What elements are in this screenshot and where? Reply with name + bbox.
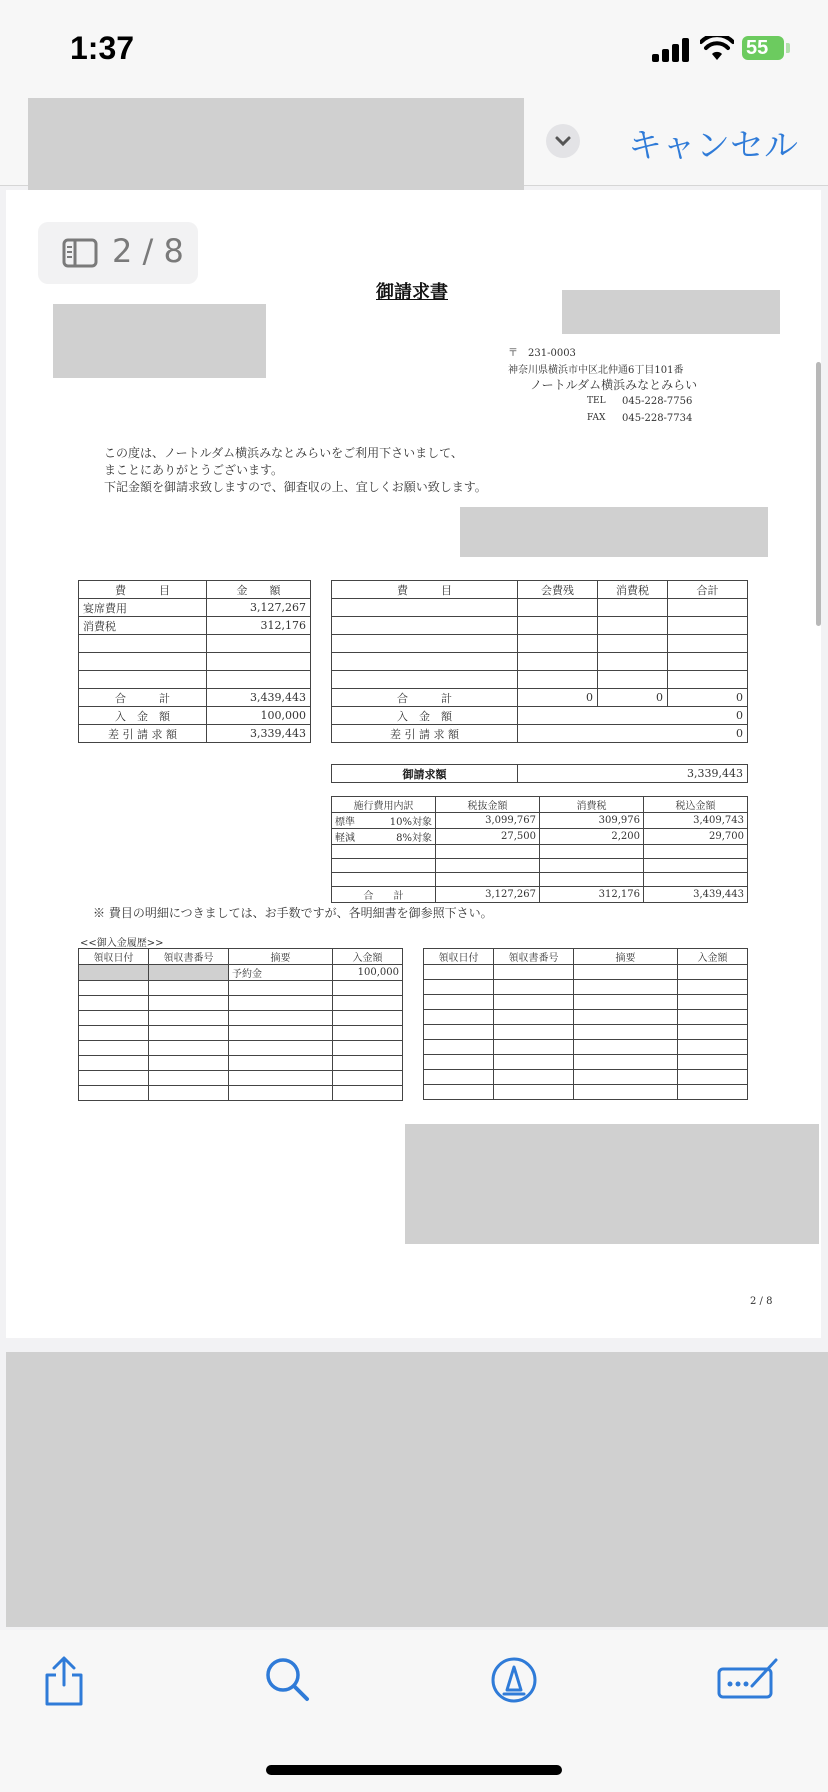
- redacted-customer-no: [562, 290, 780, 334]
- header-receipt-no: 領収書番号: [494, 949, 574, 965]
- table-row: [79, 996, 403, 1011]
- billing-label: 御請求額: [332, 765, 518, 783]
- battery-level: 55: [746, 37, 769, 59]
- chevron-down-icon[interactable]: [546, 124, 580, 158]
- table-row: [332, 845, 748, 859]
- table-row: [79, 653, 311, 671]
- header-amount: 入金額: [678, 949, 748, 965]
- greeting-line-1: この度は、ノートルダム横浜みなとみらいをご利用下さいまして、: [104, 446, 463, 460]
- table-row: [79, 1056, 403, 1071]
- next-page-redacted: [6, 1352, 828, 1627]
- total-label: 合 計: [332, 887, 436, 903]
- markup-icon[interactable]: [490, 1656, 538, 1708]
- fax-label: FAX: [587, 413, 606, 423]
- table-row: [79, 635, 311, 653]
- sign-form-icon[interactable]: [716, 1656, 782, 1706]
- page-counter: 2 / 8: [112, 232, 184, 270]
- table-row: [332, 859, 748, 873]
- cell-item: 宴席費用: [79, 599, 207, 617]
- header-amount: 入金額: [333, 949, 403, 965]
- rate-kind: 軽減: [335, 833, 355, 844]
- table-row: [79, 981, 403, 996]
- greeting-line-3: 下記金額を御請求致しますので、御査収の上、宜しくお願い致します。: [104, 480, 487, 494]
- table-row: [79, 1026, 403, 1041]
- net-total: 3,127,267: [436, 887, 540, 903]
- net-amount: 3,099,767: [436, 813, 540, 829]
- table-row: [79, 617, 311, 635]
- home-indicator: [266, 1765, 562, 1775]
- header-amount: 金 額: [207, 581, 311, 599]
- tax-total: 312,176: [540, 887, 644, 903]
- table-row-balance: [79, 725, 311, 743]
- table-row: [424, 1055, 748, 1070]
- table-row-total: [332, 887, 748, 903]
- table-row: [79, 1041, 403, 1056]
- gross-amount: 3,409,743: [644, 813, 748, 829]
- table-row: [424, 1070, 748, 1085]
- table-row: [424, 1010, 748, 1025]
- header-summary: 摘要: [229, 949, 333, 965]
- greeting-line-2: まことにありがとうございます。: [104, 463, 284, 477]
- summary-table-left: [78, 580, 311, 743]
- status-time: 1:37: [70, 30, 135, 66]
- total-sum: 0: [668, 689, 748, 707]
- table-row: [424, 1025, 748, 1040]
- redacted-document-title: [28, 98, 524, 190]
- table-row: [332, 873, 748, 887]
- total-tax: 0: [598, 689, 668, 707]
- redacted-stamp: [405, 1124, 819, 1244]
- paid-value: 100,000: [207, 707, 311, 725]
- rate-kind: 標準: [335, 817, 355, 828]
- total-value: 3,439,443: [207, 689, 311, 707]
- cell-summary: 予約金: [229, 965, 333, 981]
- table-row: [424, 1040, 748, 1055]
- table-row: [332, 671, 748, 689]
- header-fee-balance: 会費残: [518, 581, 598, 599]
- table-row: [79, 1071, 403, 1086]
- header-tax: 消費税: [598, 581, 668, 599]
- table-row-paid: [332, 707, 748, 725]
- cancel-button[interactable]: キャンセル: [628, 126, 798, 166]
- billing-amount: 3,339,443: [518, 765, 748, 783]
- header-receipt-date: 領収日付: [79, 949, 149, 965]
- payment-history-table-right: [423, 948, 748, 1100]
- balance-value: 0: [518, 725, 748, 743]
- detail-note: ※ 費目の明細につきましては、お手数ですが、各明細書を御参照下さい。: [93, 906, 493, 920]
- search-icon[interactable]: [264, 1656, 310, 1706]
- cell-item: 消費税: [79, 617, 207, 635]
- tax-amount: 2,200: [540, 829, 644, 845]
- balance-value: 3,339,443: [207, 725, 311, 743]
- fax-number: 045-228-7734: [622, 413, 693, 424]
- tel-number: 045-228-7756: [622, 396, 693, 407]
- total-fee-balance: 0: [518, 689, 598, 707]
- paid-label: 入 金 額: [79, 707, 207, 725]
- signal-icon: [652, 38, 692, 62]
- table-row: [424, 980, 748, 995]
- company-name: ノートルダム横浜みなとみらい: [530, 378, 698, 392]
- rate-value: 8%対象: [396, 833, 432, 844]
- paid-label: 入 金 額: [332, 707, 518, 725]
- header-item: 費 目: [332, 581, 518, 599]
- tax-amount: 309,976: [540, 813, 644, 829]
- page-footer-number: 2 / 8: [750, 1296, 773, 1307]
- total-label: 合 計: [332, 689, 518, 707]
- table-row: [332, 617, 748, 635]
- battery-icon: [742, 36, 784, 60]
- table-row: [332, 653, 748, 671]
- gross-total: 3,439,443: [644, 887, 748, 903]
- table-row: [332, 829, 748, 845]
- redacted-cell: [79, 965, 149, 981]
- header-item: 費 目: [79, 581, 207, 599]
- header-tax: 消費税: [540, 797, 644, 813]
- total-label: 合 計: [79, 689, 207, 707]
- cell-amount: 3,127,267: [207, 599, 311, 617]
- balance-label: 差 引 請 求 額: [332, 725, 518, 743]
- header-breakdown: 施行費用内訳: [332, 797, 436, 813]
- table-row: [332, 813, 748, 829]
- table-row: [79, 965, 403, 981]
- tax-breakdown-table: [331, 796, 748, 903]
- postal-code: 〒 231-0003: [508, 348, 576, 359]
- header-receipt-no: 領収書番号: [149, 949, 229, 965]
- paid-value: 0: [518, 707, 748, 725]
- redacted-recipient: [53, 304, 266, 378]
- summary-table-right: [331, 580, 748, 743]
- rate-value: 10%対象: [389, 817, 432, 828]
- redacted-cell: [149, 965, 229, 981]
- header-net: 税抜金額: [436, 797, 540, 813]
- header-receipt-date: 領収日付: [424, 949, 494, 965]
- redacted-due-info: [460, 507, 768, 557]
- table-row: [332, 635, 748, 653]
- wifi-icon: [700, 36, 734, 66]
- table-row: [79, 599, 311, 617]
- address: 神奈川県横浜市中区北仲通6丁目101番: [508, 365, 684, 376]
- table-row: [79, 1086, 403, 1101]
- tel-label: TEL: [587, 396, 606, 406]
- battery-tip: [786, 43, 790, 53]
- cell-amount: 312,176: [207, 617, 311, 635]
- cell-amount: 100,000: [333, 965, 403, 981]
- billing-amount-box: [331, 764, 748, 783]
- header-total: 合計: [668, 581, 748, 599]
- table-row: [332, 599, 748, 617]
- table-row: [424, 995, 748, 1010]
- table-row: [424, 965, 748, 980]
- table-row: [424, 1085, 748, 1100]
- share-icon[interactable]: [42, 1655, 86, 1711]
- table-row-total: [332, 689, 748, 707]
- table-row-paid: [79, 707, 311, 725]
- payment-history-table-left: [78, 948, 403, 1101]
- invoice-title: 御請求書: [376, 282, 448, 303]
- scrollbar[interactable]: [816, 362, 821, 626]
- balance-label: 差 引 請 求 額: [79, 725, 207, 743]
- net-amount: 27,500: [436, 829, 540, 845]
- table-row-total: [79, 689, 311, 707]
- table-row: [79, 1011, 403, 1026]
- table-row-balance: [332, 725, 748, 743]
- header-gross: 税込金額: [644, 797, 748, 813]
- payment-history-caption: <<御入金履歴>>: [80, 938, 164, 949]
- gross-amount: 29,700: [644, 829, 748, 845]
- header-summary: 摘要: [574, 949, 678, 965]
- table-row: [79, 671, 311, 689]
- thumbnail-sidebar-icon[interactable]: [62, 238, 98, 272]
